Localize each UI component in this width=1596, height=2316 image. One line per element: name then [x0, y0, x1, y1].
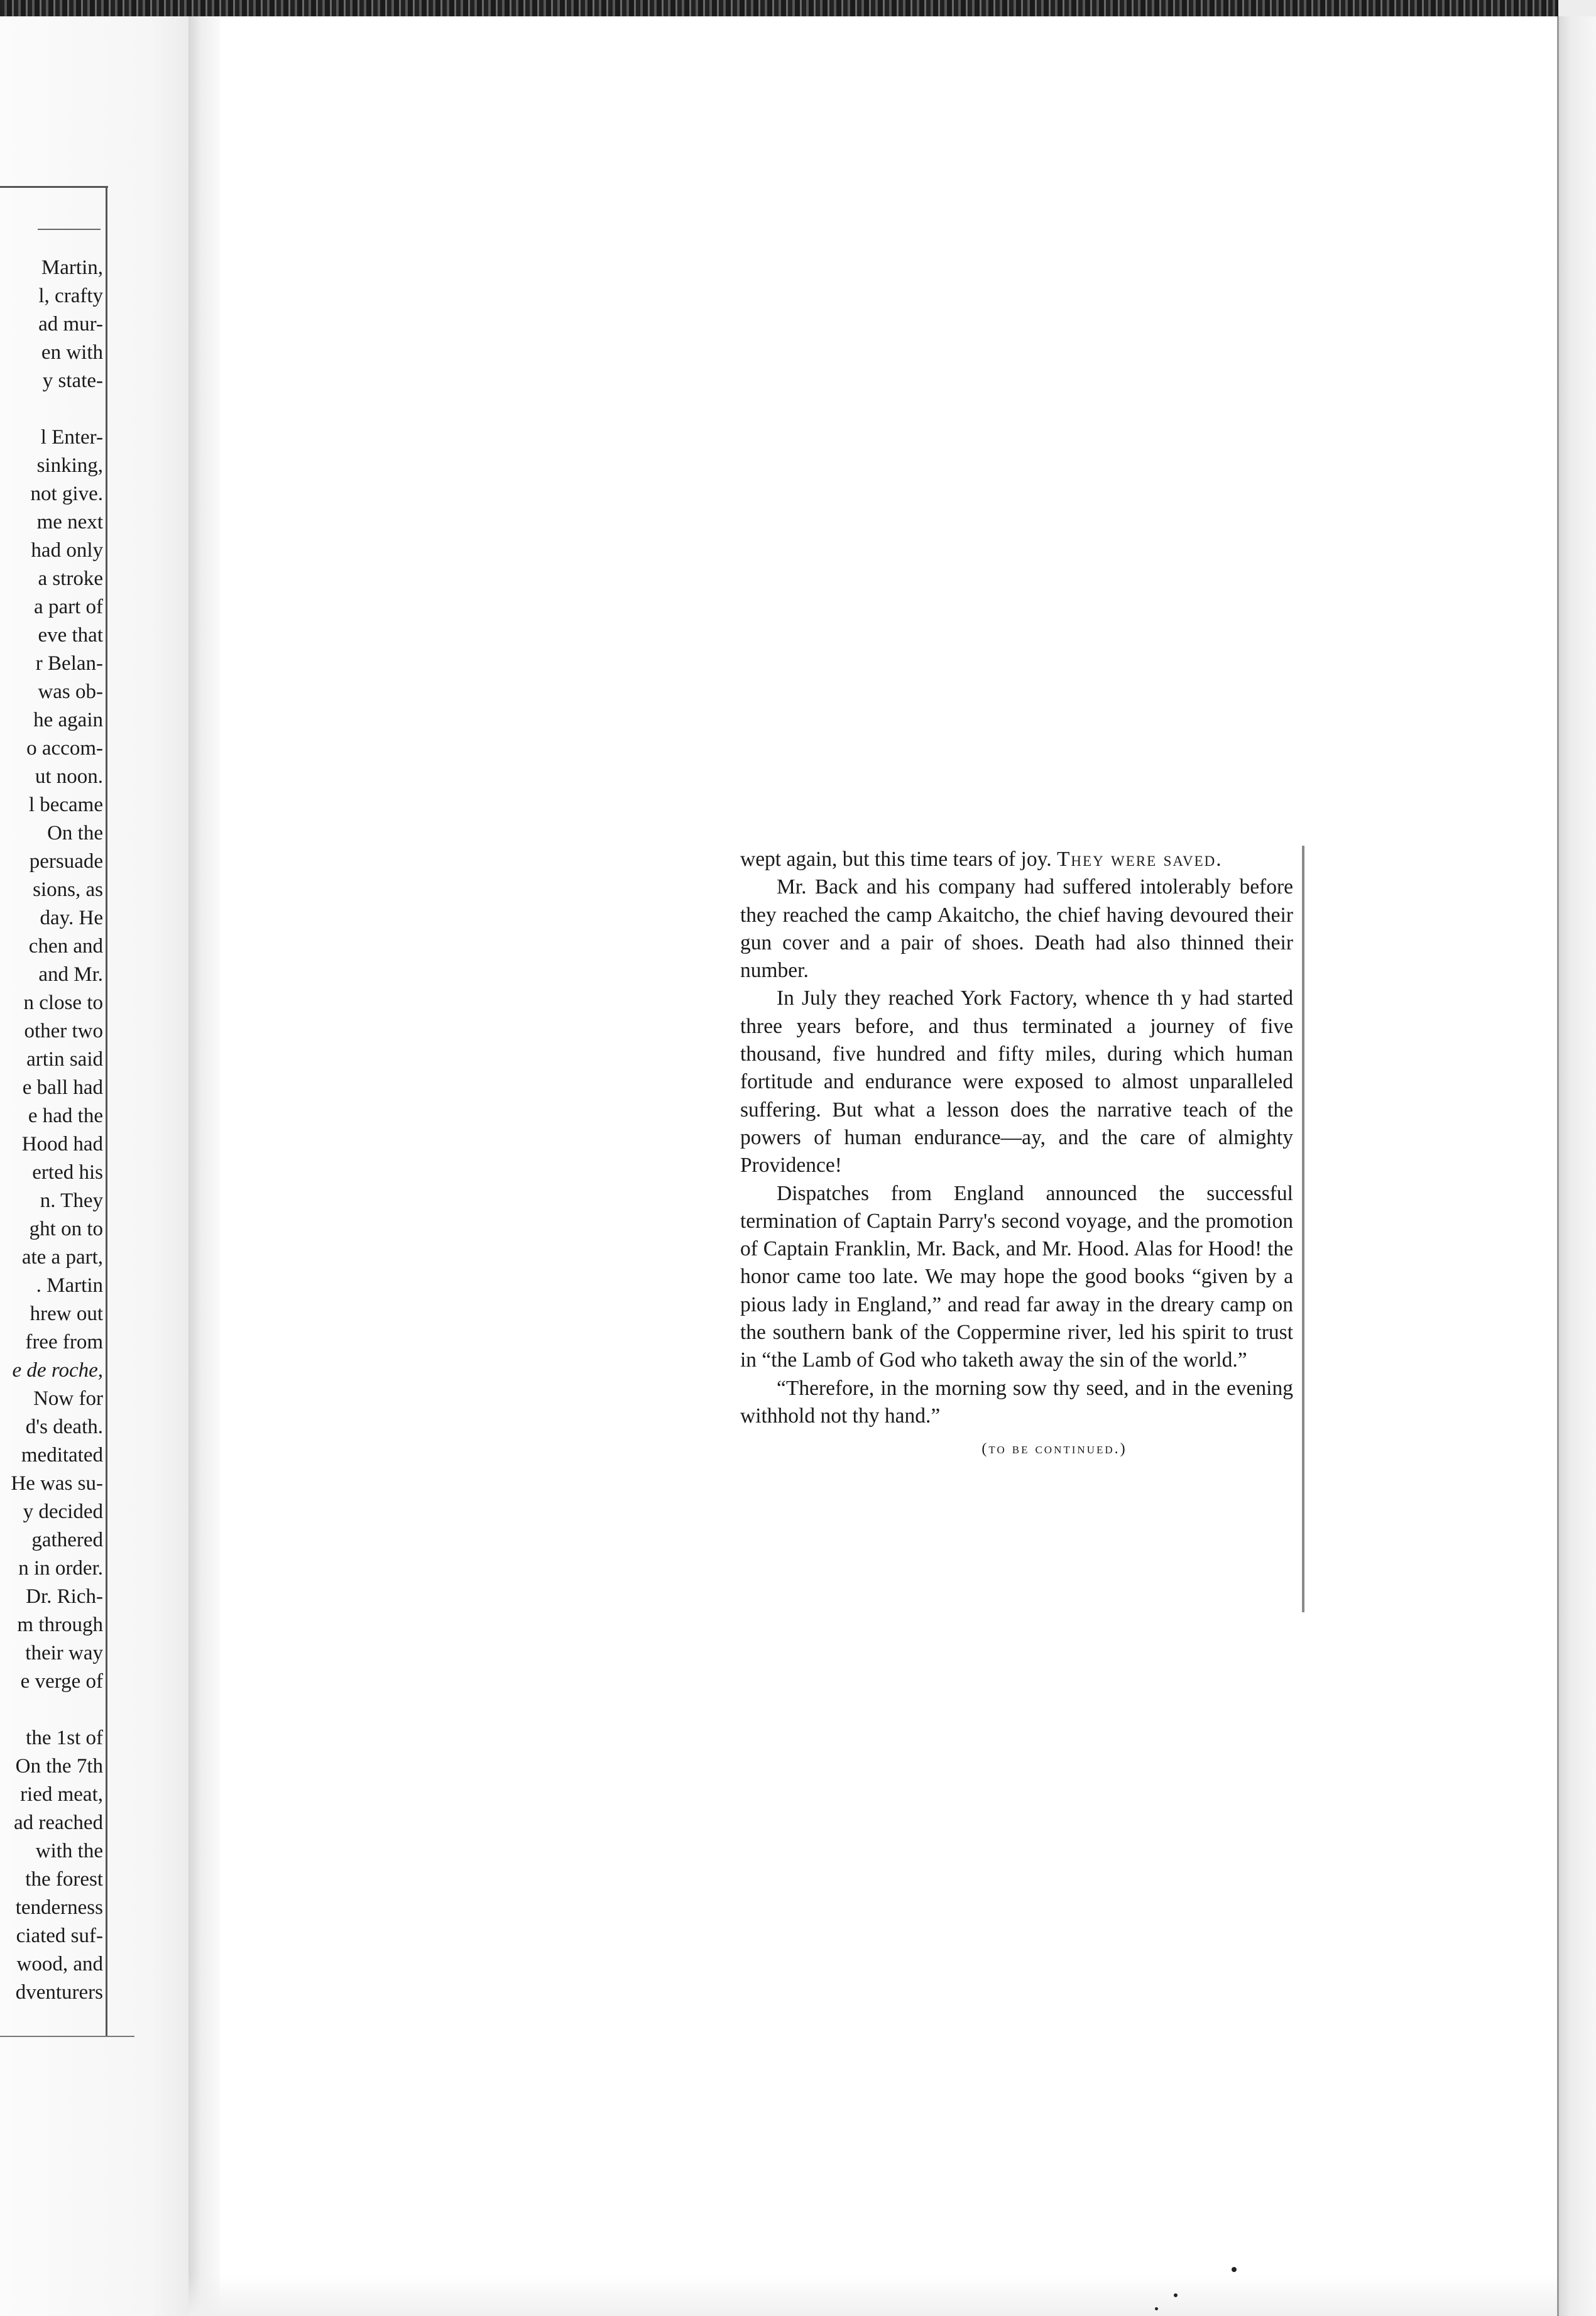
left-column-line: e ball had — [22, 1076, 103, 1099]
left-column-header-rule — [38, 229, 101, 230]
left-column-line: other two — [24, 1020, 103, 1042]
left-column-line: day. He — [40, 907, 103, 929]
left-column-line: d's death. — [25, 1416, 103, 1438]
left-column-line: ciated suf- — [16, 1925, 103, 1947]
left-column-line: l Enter- — [40, 426, 103, 449]
left-column-line: ad mur- — [38, 313, 103, 336]
left-column-line: y decided — [23, 1500, 103, 1523]
left-column-line: me next — [36, 511, 103, 533]
left-column-line: erted his — [32, 1161, 103, 1184]
left-column-line: free from — [25, 1331, 103, 1353]
left-column-line: ut noon. — [35, 765, 103, 788]
left-column-line: meditated — [21, 1444, 103, 1467]
scan-speck — [1155, 2307, 1158, 2310]
left-column-line: n. They — [40, 1189, 103, 1212]
left-column-line: e de roche, — [12, 1359, 103, 1382]
left-column-line: persuade — [29, 850, 103, 873]
left-column-line: dventurers — [15, 1981, 103, 2004]
left-column-line: had only — [31, 539, 103, 562]
to-be-continued: (to be continued.) — [981, 1441, 1127, 1458]
left-column-line: e verge of — [20, 1670, 103, 1693]
left-column-gap — [0, 395, 103, 423]
left-column-line: eve that — [38, 624, 103, 647]
left-column-line: e had the — [28, 1105, 103, 1127]
article-paragraph-1 — [740, 846, 1293, 873]
left-column-line: en with — [41, 341, 103, 364]
left-column-line: not give. — [30, 483, 103, 505]
left-column-line: On the 7th — [15, 1755, 103, 1778]
left-column-line: ght on to — [29, 1218, 103, 1240]
left-column-line: o accom- — [26, 737, 103, 760]
left-column-line: chen and — [28, 935, 103, 958]
left-column-line: a stroke — [38, 567, 103, 590]
scan-top-border — [0, 0, 1558, 16]
left-column-line: r Belan- — [35, 652, 103, 675]
right-page-edge — [1557, 16, 1596, 2316]
left-column-line: He was su- — [11, 1472, 103, 1495]
article-paragraph-4: Dispatches from England announced the successful termination of Captain Parry's second voyage, and the promotion of Captain Franklin, Mr. Back, and Mr. Hood. Alas for Hood! the honor came too late. We may hope the good books “given by a pious lady in England,” and read far away in the dreary camp on the southern bank of the Coppermine river, led his spirit to trust in “the Lamb of God who taketh away the sin of the world.” — [740, 1181, 1293, 1372]
left-column-line: hrew out — [30, 1303, 103, 1325]
left-column-line: ate a part, — [21, 1246, 103, 1269]
left-column-gap — [0, 1696, 103, 1724]
left-column-line: tenderness — [15, 1896, 103, 1919]
left-column-side-rule — [106, 186, 107, 2036]
left-column-line: l, crafty — [38, 285, 103, 307]
left-column-line: sions, as — [33, 878, 103, 901]
article-column — [740, 846, 1293, 1463]
page-fold-shadow — [189, 16, 220, 2316]
left-column-line: a part of — [34, 596, 103, 618]
article-paragraph-2: Mr. Back and his company had suffered intolerably before they reached the camp Akaitcho, the chief having devoured their gun cover and a pair of shoes. Death had also thinned their number. — [740, 875, 1293, 983]
left-column-line: gathered — [31, 1529, 103, 1551]
bottom-page-edge — [189, 2275, 1557, 2316]
left-column-line: ad reached — [14, 1811, 103, 1834]
left-column-text — [0, 254, 103, 2007]
left-column-line: n close to — [23, 991, 103, 1014]
left-column-top-rule — [0, 186, 108, 188]
saved-small-caps: They were saved. — [1056, 848, 1223, 871]
article-paragraph-5: “Therefore, in the morning sow thy seed, and in the evening withhold not thy hand.” — [740, 1376, 1293, 1428]
left-column-line: ried meat, — [20, 1783, 103, 1806]
scan-speck — [1174, 2293, 1178, 2297]
left-column-line: artin said — [26, 1048, 103, 1071]
left-column-line: Hood had — [21, 1133, 103, 1155]
left-column-line: the 1st of — [26, 1727, 103, 1749]
left-column-line: with the — [35, 1840, 103, 1862]
left-column-line: the forest — [25, 1868, 103, 1891]
article-paragraph-3: In July they reached York Factory, whence th y had started three years before, and thus terminated a journey of five thousand, five hundred and fifty miles, during which human fortitude and endurance were exposed to almost unparalleled suffering. But what a lesson does the narrative teach of the powers of human endurance—ay, and the care of almighty Providence! — [740, 986, 1293, 1177]
left-column-line: n in order. — [18, 1557, 103, 1580]
left-column-line: was ob- — [38, 680, 103, 703]
left-column-line: sinking, — [36, 454, 103, 477]
left-column-line: wood, and — [16, 1953, 103, 1975]
left-column-line: m through — [17, 1614, 103, 1636]
left-column-line: their way — [25, 1642, 103, 1664]
left-column-bottom-rule — [0, 2036, 134, 2037]
left-column-line: Martin, — [41, 256, 103, 279]
left-column-line: y state- — [42, 369, 103, 392]
left-column-line: . Martin — [36, 1274, 103, 1297]
article-column-rule — [1302, 846, 1304, 1612]
scan-speck — [1232, 2267, 1237, 2272]
left-column-line: and Mr. — [38, 963, 103, 986]
left-column-line: On the — [47, 822, 103, 844]
left-column-line: he again — [33, 709, 103, 731]
left-column-line: l became — [28, 794, 103, 816]
left-column-line: Now for — [33, 1387, 103, 1410]
left-column-line: Dr. Rich- — [26, 1585, 103, 1608]
paragraph-1-text: wept again, but this time tears of joy. — [740, 848, 1052, 871]
scan-top-border-end — [1558, 0, 1596, 16]
